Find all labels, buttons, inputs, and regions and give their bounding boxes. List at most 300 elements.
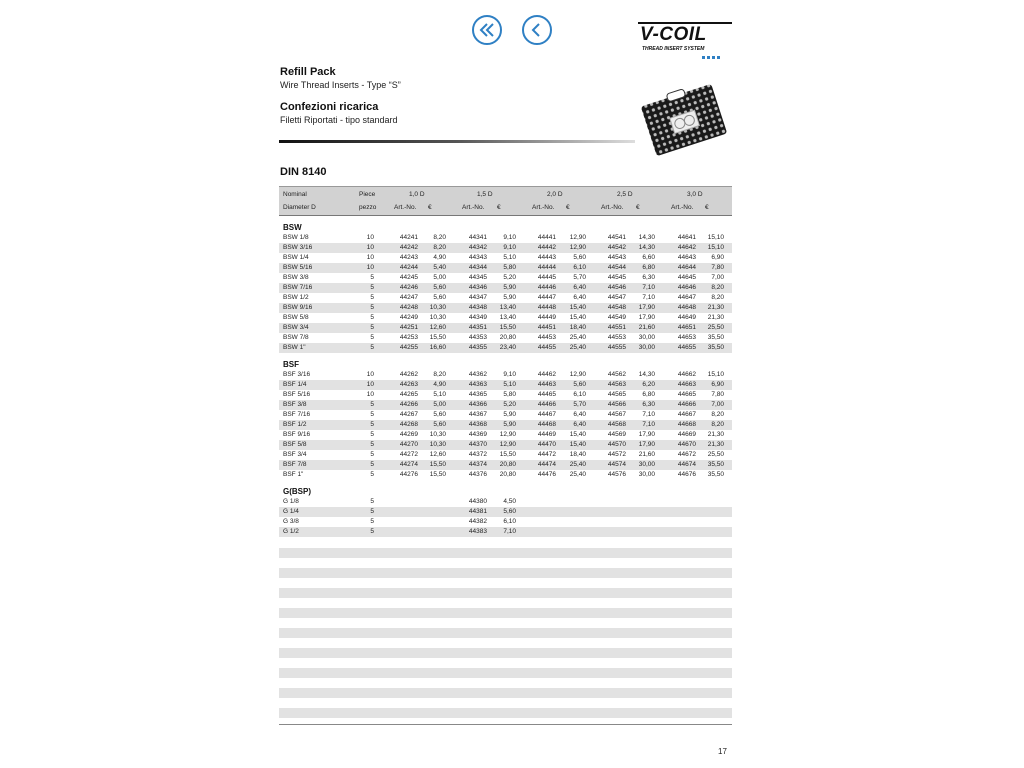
cell-price: 12,90 — [569, 371, 586, 378]
cell-pieces: 10 — [366, 254, 374, 261]
cell-price: 7,00 — [711, 401, 724, 408]
empty-row — [279, 618, 732, 628]
cell-article-number: 44365 — [468, 391, 487, 398]
cell-article-number: 44655 — [677, 344, 696, 351]
cell-price: 6,90 — [711, 254, 724, 261]
cell-price: 21,30 — [707, 441, 724, 448]
cell-article-number: 44343 — [468, 254, 487, 261]
cell-article-number: 44474 — [537, 461, 556, 468]
cell-article-number: 44445 — [537, 274, 556, 281]
cell-size: BSF 9/16 — [283, 431, 311, 438]
cell-price: 8,20 — [711, 294, 724, 301]
cell-article-number: 44272 — [399, 451, 418, 458]
table-row — [279, 400, 732, 410]
cell-article-number: 44544 — [607, 264, 626, 271]
cell-price: 6,30 — [642, 274, 655, 281]
cell-size: BSF 5/8 — [283, 441, 307, 448]
cell-size: BSW 5/16 — [283, 264, 313, 271]
header-diameter: Diameter D — [283, 204, 316, 211]
header-euro-3: € — [566, 204, 570, 211]
cell-price: 21,30 — [707, 304, 724, 311]
empty-row — [279, 698, 732, 708]
cell-price: 7,80 — [711, 391, 724, 398]
table-row — [279, 507, 732, 517]
cell-price: 6,10 — [573, 391, 586, 398]
table-row — [279, 333, 732, 343]
cell-article-number: 44576 — [607, 471, 626, 478]
subtitle-en: Wire Thread Inserts - Type “S” — [280, 80, 401, 90]
cell-article-number: 44247 — [399, 294, 418, 301]
cell-price: 15,10 — [707, 244, 724, 251]
cell-price: 5,90 — [503, 421, 516, 428]
cell-price: 6,40 — [573, 294, 586, 301]
cell-price: 7,10 — [642, 284, 655, 291]
cell-price: 13,40 — [499, 314, 516, 321]
cell-size: BSW 5/8 — [283, 314, 309, 321]
cell-pieces: 10 — [366, 264, 374, 271]
empty-row — [279, 568, 732, 578]
empty-row — [279, 588, 732, 598]
empty-row — [279, 628, 732, 638]
cell-article-number: 44647 — [677, 294, 696, 301]
brand-logo — [638, 24, 734, 58]
cell-pieces: 5 — [370, 518, 374, 525]
cell-price: 5,70 — [573, 274, 586, 281]
cell-price: 10,30 — [429, 441, 446, 448]
cell-pieces: 5 — [370, 471, 374, 478]
empty-row — [279, 578, 732, 588]
cell-article-number: 44372 — [468, 451, 487, 458]
cell-price: 15,40 — [569, 314, 586, 321]
cell-price: 15,10 — [707, 234, 724, 241]
cell-article-number: 44465 — [537, 391, 556, 398]
cell-article-number: 44370 — [468, 441, 487, 448]
header-artno-3: Art.-No. — [532, 204, 555, 211]
header-group-5: 3,0 D — [687, 191, 703, 198]
cell-price: 30,00 — [638, 334, 655, 341]
cell-price: 10,30 — [429, 314, 446, 321]
cell-article-number: 44645 — [677, 274, 696, 281]
cell-article-number: 44276 — [399, 471, 418, 478]
cell-article-number: 44263 — [399, 381, 418, 388]
cell-article-number: 44344 — [468, 264, 487, 271]
cell-price: 5,10 — [503, 381, 516, 388]
cell-price: 25,40 — [569, 471, 586, 478]
cell-size: G 1/4 — [283, 508, 299, 515]
cell-price: 6,80 — [642, 391, 655, 398]
cell-article-number: 44241 — [399, 234, 418, 241]
cell-price: 35,50 — [707, 471, 724, 478]
empty-row — [279, 548, 732, 558]
cell-price: 7,00 — [711, 274, 724, 281]
cell-article-number: 44248 — [399, 304, 418, 311]
cell-pieces: 5 — [370, 508, 374, 515]
cell-price: 10,30 — [429, 304, 446, 311]
cell-price: 14,30 — [638, 244, 655, 251]
empty-row — [279, 668, 732, 678]
logo-tagline: THREAD INSERT SYSTEM — [642, 46, 705, 52]
cell-price: 5,60 — [433, 284, 446, 291]
cell-article-number: 44551 — [607, 324, 626, 331]
cell-pieces: 5 — [370, 401, 374, 408]
cell-size: BSW 7/16 — [283, 284, 313, 291]
cell-price: 5,60 — [433, 294, 446, 301]
cell-article-number: 44449 — [537, 314, 556, 321]
cell-article-number: 44368 — [468, 421, 487, 428]
cell-article-number: 44665 — [677, 391, 696, 398]
cell-price: 6,40 — [573, 284, 586, 291]
header-artno-2: Art.-No. — [462, 204, 485, 211]
cell-size: BSW 7/8 — [283, 334, 309, 341]
cell-pieces: 5 — [370, 314, 374, 321]
empty-row — [279, 688, 732, 698]
cell-article-number: 44382 — [468, 518, 487, 525]
cell-price: 9,10 — [503, 244, 516, 251]
table-row — [279, 470, 732, 480]
cell-pieces: 5 — [370, 411, 374, 418]
cell-price: 15,40 — [569, 431, 586, 438]
table-row — [279, 263, 732, 273]
cell-price: 5,10 — [433, 391, 446, 398]
cell-price: 5,90 — [503, 294, 516, 301]
cell-size: BSF 1/2 — [283, 421, 307, 428]
cell-price: 12,60 — [429, 451, 446, 458]
empty-row — [279, 608, 732, 618]
header-artno-1: Art.-No. — [394, 204, 417, 211]
cell-size: BSW 1" — [283, 344, 306, 351]
cell-size: BSF 3/8 — [283, 401, 307, 408]
cell-price: 21,60 — [638, 324, 655, 331]
cell-price: 8,20 — [711, 421, 724, 428]
cell-article-number: 44369 — [468, 431, 487, 438]
cell-article-number: 44563 — [607, 381, 626, 388]
cell-article-number: 44463 — [537, 381, 556, 388]
chevron-left-icon — [528, 21, 546, 39]
header-piece: Piece — [359, 191, 376, 198]
cell-pieces: 10 — [366, 244, 374, 251]
cell-price: 5,80 — [503, 391, 516, 398]
cell-article-number: 44555 — [607, 344, 626, 351]
cell-price: 5,60 — [433, 411, 446, 418]
cell-article-number: 44444 — [537, 264, 556, 271]
cell-size: BSW 1/4 — [283, 254, 309, 261]
cell-article-number: 44668 — [677, 421, 696, 428]
header-artno-5: Art.-No. — [671, 204, 694, 211]
section-title: G(BSP) — [283, 487, 311, 496]
cell-article-number: 44362 — [468, 371, 487, 378]
header-artno-4: Art.-No. — [601, 204, 624, 211]
cell-article-number: 44541 — [607, 234, 626, 241]
cell-article-number: 44466 — [537, 401, 556, 408]
cell-article-number: 44366 — [468, 401, 487, 408]
cell-article-number: 44446 — [537, 284, 556, 291]
cell-article-number: 44467 — [537, 411, 556, 418]
cell-article-number: 44363 — [468, 381, 487, 388]
cell-size: G 1/8 — [283, 498, 299, 505]
cell-article-number: 44476 — [537, 471, 556, 478]
table-body — [279, 216, 732, 537]
cell-price: 5,60 — [573, 381, 586, 388]
table-row — [279, 517, 732, 527]
cell-price: 4,90 — [433, 381, 446, 388]
cell-pieces: 10 — [366, 371, 374, 378]
cell-size: BSF 1/4 — [283, 381, 307, 388]
logo-wordmark: V-COIL — [640, 24, 707, 45]
cell-article-number: 44246 — [399, 284, 418, 291]
cell-article-number: 44547 — [607, 294, 626, 301]
cell-article-number: 44346 — [468, 284, 487, 291]
table-bottom-rule — [279, 724, 732, 725]
cell-price: 20,80 — [499, 461, 516, 468]
cell-article-number: 44472 — [537, 451, 556, 458]
cell-article-number: 44255 — [399, 344, 418, 351]
cell-price: 8,20 — [433, 234, 446, 241]
cell-article-number: 44268 — [399, 421, 418, 428]
cell-price: 35,50 — [707, 334, 724, 341]
cell-article-number: 44548 — [607, 304, 626, 311]
empty-row — [279, 648, 732, 658]
table-row — [279, 390, 732, 400]
cell-price: 15,10 — [707, 371, 724, 378]
cell-article-number: 44262 — [399, 371, 418, 378]
cell-article-number: 44355 — [468, 344, 487, 351]
cell-price: 20,80 — [499, 471, 516, 478]
cell-pieces: 5 — [370, 431, 374, 438]
cell-article-number: 44442 — [537, 244, 556, 251]
cell-article-number: 44347 — [468, 294, 487, 301]
cell-price: 4,50 — [503, 498, 516, 505]
subtitle-it: Filetti Riportati - tipo standard — [280, 115, 398, 125]
cell-article-number: 44451 — [537, 324, 556, 331]
cell-article-number: 44462 — [537, 371, 556, 378]
empty-row — [279, 678, 732, 688]
table-row — [279, 303, 732, 313]
header-group-4: 2,5 D — [617, 191, 633, 198]
cell-price: 14,30 — [638, 371, 655, 378]
cell-price: 4,90 — [433, 254, 446, 261]
empty-row — [279, 638, 732, 648]
cell-price: 8,20 — [433, 371, 446, 378]
cell-article-number: 44265 — [399, 391, 418, 398]
cell-pieces: 5 — [370, 294, 374, 301]
table-row — [279, 420, 732, 430]
cell-price: 25,50 — [707, 451, 724, 458]
cell-article-number: 44569 — [607, 431, 626, 438]
cell-article-number: 44641 — [677, 234, 696, 241]
header-euro-4: € — [636, 204, 640, 211]
cell-pieces: 5 — [370, 441, 374, 448]
cell-price: 16,60 — [429, 344, 446, 351]
cell-price: 7,10 — [503, 528, 516, 535]
cell-article-number: 44270 — [399, 441, 418, 448]
cell-price: 5,00 — [433, 274, 446, 281]
cell-price: 21,30 — [707, 431, 724, 438]
cell-pieces: 5 — [370, 274, 374, 281]
cell-pieces: 5 — [370, 284, 374, 291]
cell-article-number: 44448 — [537, 304, 556, 311]
cell-price: 15,50 — [429, 334, 446, 341]
cell-article-number: 44274 — [399, 461, 418, 468]
cell-article-number: 44249 — [399, 314, 418, 321]
cell-article-number: 44653 — [677, 334, 696, 341]
cell-size: G 3/8 — [283, 518, 299, 525]
cell-article-number: 44353 — [468, 334, 487, 341]
cell-price: 5,20 — [503, 401, 516, 408]
cell-price: 5,40 — [433, 264, 446, 271]
cell-article-number: 44441 — [537, 234, 556, 241]
table-row — [279, 293, 732, 303]
cell-pieces: 10 — [366, 381, 374, 388]
cell-article-number: 44342 — [468, 244, 487, 251]
cell-price: 5,00 — [433, 401, 446, 408]
empty-row — [279, 708, 732, 718]
cell-article-number: 44667 — [677, 411, 696, 418]
cell-price: 6,60 — [642, 254, 655, 261]
cell-article-number: 44267 — [399, 411, 418, 418]
cell-article-number: 44567 — [607, 411, 626, 418]
cell-price: 9,10 — [503, 371, 516, 378]
cell-price: 5,10 — [503, 254, 516, 261]
first-page-button[interactable] — [472, 15, 502, 45]
cell-price: 5,70 — [573, 401, 586, 408]
table-row — [279, 343, 732, 353]
table-row — [279, 233, 732, 243]
cell-article-number: 44649 — [677, 314, 696, 321]
cell-price: 25,40 — [569, 461, 586, 468]
cell-article-number: 44642 — [677, 244, 696, 251]
cell-article-number: 44562 — [607, 371, 626, 378]
cell-price: 6,90 — [711, 381, 724, 388]
cell-article-number: 44666 — [677, 401, 696, 408]
table-row — [279, 450, 732, 460]
cell-price: 30,00 — [638, 471, 655, 478]
cell-article-number: 44643 — [677, 254, 696, 261]
cell-price: 5,60 — [573, 254, 586, 261]
cell-article-number: 44443 — [537, 254, 556, 261]
cell-price: 5,80 — [503, 264, 516, 271]
cell-article-number: 44245 — [399, 274, 418, 281]
cell-price: 5,60 — [503, 508, 516, 515]
price-table — [279, 186, 732, 537]
cell-size: BSW 3/8 — [283, 274, 309, 281]
cell-article-number: 44553 — [607, 334, 626, 341]
cell-price: 12,60 — [429, 324, 446, 331]
cell-price: 23,40 — [499, 344, 516, 351]
cell-price: 20,80 — [499, 334, 516, 341]
cell-article-number: 44470 — [537, 441, 556, 448]
cell-article-number: 44565 — [607, 391, 626, 398]
cell-article-number: 44345 — [468, 274, 487, 281]
header-pezzo: pezzo — [359, 204, 377, 211]
cell-price: 7,10 — [642, 421, 655, 428]
cell-article-number: 44566 — [607, 401, 626, 408]
empty-row — [279, 598, 732, 608]
cell-article-number: 44672 — [677, 451, 696, 458]
cell-price: 17,90 — [638, 431, 655, 438]
cell-article-number: 44543 — [607, 254, 626, 261]
cell-article-number: 44269 — [399, 431, 418, 438]
cell-price: 6,20 — [642, 381, 655, 388]
cell-article-number: 44663 — [677, 381, 696, 388]
cell-pieces: 5 — [370, 528, 374, 535]
cell-size: BSF 3/4 — [283, 451, 307, 458]
header-group-2: 1,5 D — [477, 191, 493, 198]
double-chevron-left-icon — [478, 21, 496, 39]
cell-price: 15,40 — [569, 304, 586, 311]
cell-size: BSF 5/16 — [283, 391, 311, 398]
cell-size: BSF 7/16 — [283, 411, 311, 418]
cell-price: 12,90 — [569, 234, 586, 241]
cell-article-number: 44674 — [677, 461, 696, 468]
cell-price: 15,50 — [429, 461, 446, 468]
heading-divider — [279, 140, 635, 143]
cell-article-number: 44676 — [677, 471, 696, 478]
table-row — [279, 283, 732, 293]
cell-article-number: 44646 — [677, 284, 696, 291]
cell-article-number: 44570 — [607, 441, 626, 448]
table-row — [279, 370, 732, 380]
cell-price: 5,20 — [503, 274, 516, 281]
table-row — [279, 497, 732, 507]
cell-article-number: 44545 — [607, 274, 626, 281]
logo-dots — [702, 46, 722, 64]
cell-size: BSW 3/4 — [283, 324, 309, 331]
cell-size: BSF 7/8 — [283, 461, 307, 468]
table-row — [279, 430, 732, 440]
cell-size: BSW 9/16 — [283, 304, 313, 311]
cell-article-number: 44367 — [468, 411, 487, 418]
cell-article-number: 44648 — [677, 304, 696, 311]
cell-article-number: 44380 — [468, 498, 487, 505]
cell-article-number: 44341 — [468, 234, 487, 241]
title-it: Confezioni ricarica — [280, 101, 379, 113]
header-euro-5: € — [705, 204, 709, 211]
cell-price: 18,40 — [569, 324, 586, 331]
cell-article-number: 44381 — [468, 508, 487, 515]
cell-article-number: 44651 — [677, 324, 696, 331]
table-row — [279, 527, 732, 537]
empty-row — [279, 558, 732, 568]
cell-pieces: 5 — [370, 304, 374, 311]
title-en: Refill Pack — [280, 66, 336, 78]
table-row — [279, 323, 732, 333]
cell-price: 6,10 — [503, 518, 516, 525]
cell-size: BSW 1/8 — [283, 234, 309, 241]
cell-pieces: 5 — [370, 451, 374, 458]
cell-price: 25,40 — [569, 334, 586, 341]
cell-pieces: 10 — [366, 391, 374, 398]
cell-article-number: 44266 — [399, 401, 418, 408]
cell-price: 17,90 — [638, 304, 655, 311]
cell-article-number: 44542 — [607, 244, 626, 251]
cell-price: 8,20 — [711, 284, 724, 291]
cell-price: 12,90 — [569, 244, 586, 251]
cell-price: 10,30 — [429, 431, 446, 438]
cell-pieces: 5 — [370, 324, 374, 331]
cell-price: 25,50 — [707, 324, 724, 331]
cell-article-number: 44469 — [537, 431, 556, 438]
cell-price: 7,10 — [642, 294, 655, 301]
header-nominal: Nominal — [283, 191, 307, 198]
table-header — [279, 186, 732, 216]
cell-price: 6,10 — [573, 264, 586, 271]
cell-size: BSW 1/2 — [283, 294, 309, 301]
table-row — [279, 380, 732, 390]
cell-article-number: 44376 — [468, 471, 487, 478]
section-title: BSF — [283, 360, 299, 369]
cell-article-number: 44243 — [399, 254, 418, 261]
previous-page-button[interactable] — [522, 15, 552, 45]
